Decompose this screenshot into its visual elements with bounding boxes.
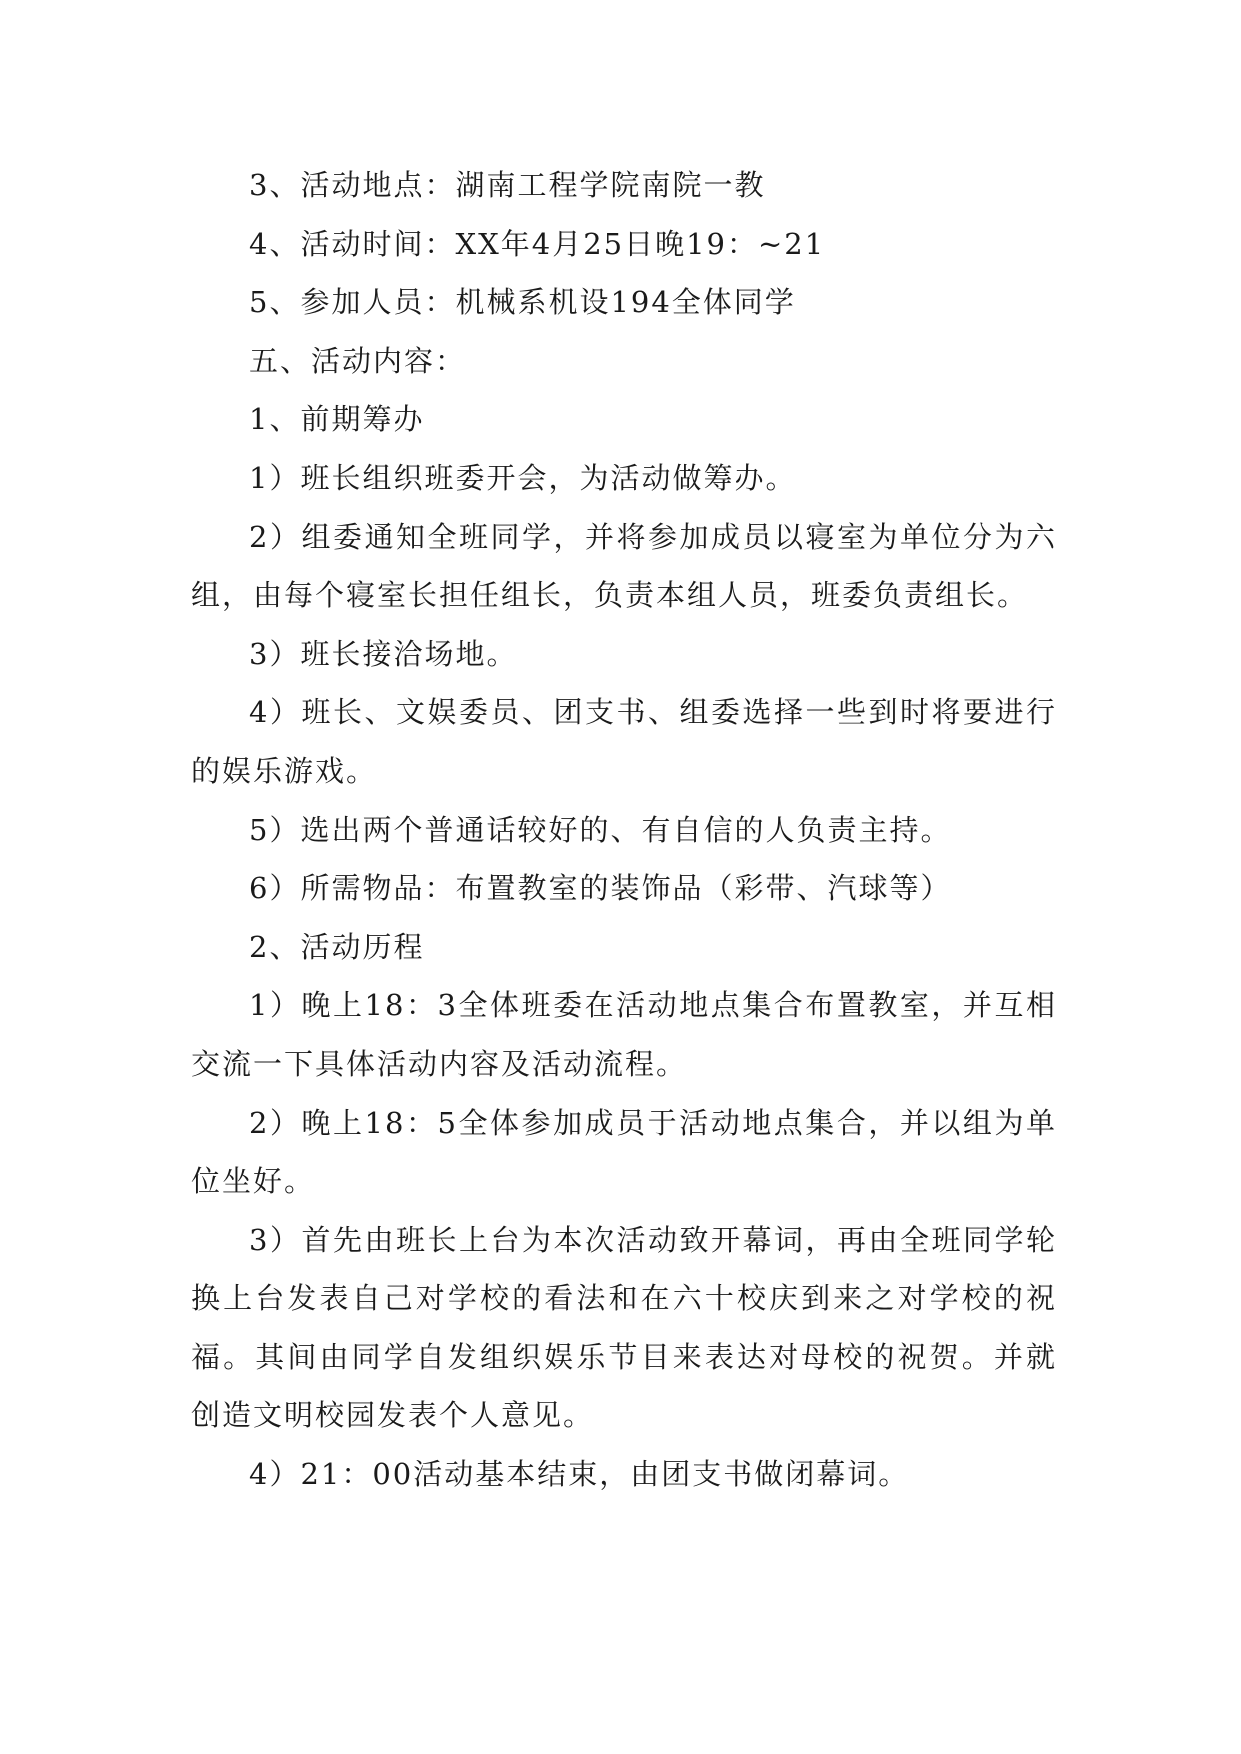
paragraph-process-2: 2）晚上18：5全体参加成员于活动地点集合，并以组为单位坐好。 (191, 1105, 1057, 1199)
paragraph-prep-2: 2）组委通知全班同学，并将参加成员以寝室为单位分为六组，由每个寝室长担任组长，负责本组人员，班委负责组长。 (191, 519, 1057, 613)
paragraph-process-3: 3）首先由班长上台为本次活动致开幕词，再由全班同学轮换上台发表自己对学校的看法和在六十校庆到来之对学校的祝福。其间由同学自发组织娱乐节目来表达对母校的祝贺。并就创造文明校园发表个人意见。 (191, 1222, 1057, 1433)
paragraph-prep-5: 5）选出两个普通话较好的、有自信的人负责主持。 (249, 812, 952, 847)
subheading-process: 2、活动历程 (249, 929, 425, 964)
subheading-preparation: 1、前期筹办 (249, 402, 425, 437)
section-heading-content: 五、活动内容： (249, 343, 467, 378)
paragraph-prep-6: 6）所需物品：布置教室的装饰品（彩带、汽球等） (249, 871, 952, 906)
paragraph-prep-4: 4）班长、文娱委员、团支书、组委选择一些到时将要进行的娱乐游戏。 (191, 695, 1057, 788)
paragraph-process-1: 1）晚上18：3全体班委在活动地点集合布置教室，并互相交流一下具体活动内容及活动流程。 (191, 988, 1057, 1081)
paragraph-location: 3、活动地点：湖南工程学院南院一教 (249, 168, 766, 202)
paragraph-time: 4、活动时间：XX年4月25日晚19：~21 (249, 226, 826, 261)
paragraph-process-4: 4）21：00活动基本结束，由团支书做闭幕词。 (249, 1457, 910, 1492)
paragraph-prep-1: 1）班长组织班委开会，为活动做筹办。 (249, 460, 797, 495)
paragraph-prep-3: 3）班长接洽场地。 (249, 636, 518, 671)
document-body (191, 156, 1057, 1504)
paragraph-participants: 5、参加人员：机械系机设194全体同学 (249, 285, 796, 320)
